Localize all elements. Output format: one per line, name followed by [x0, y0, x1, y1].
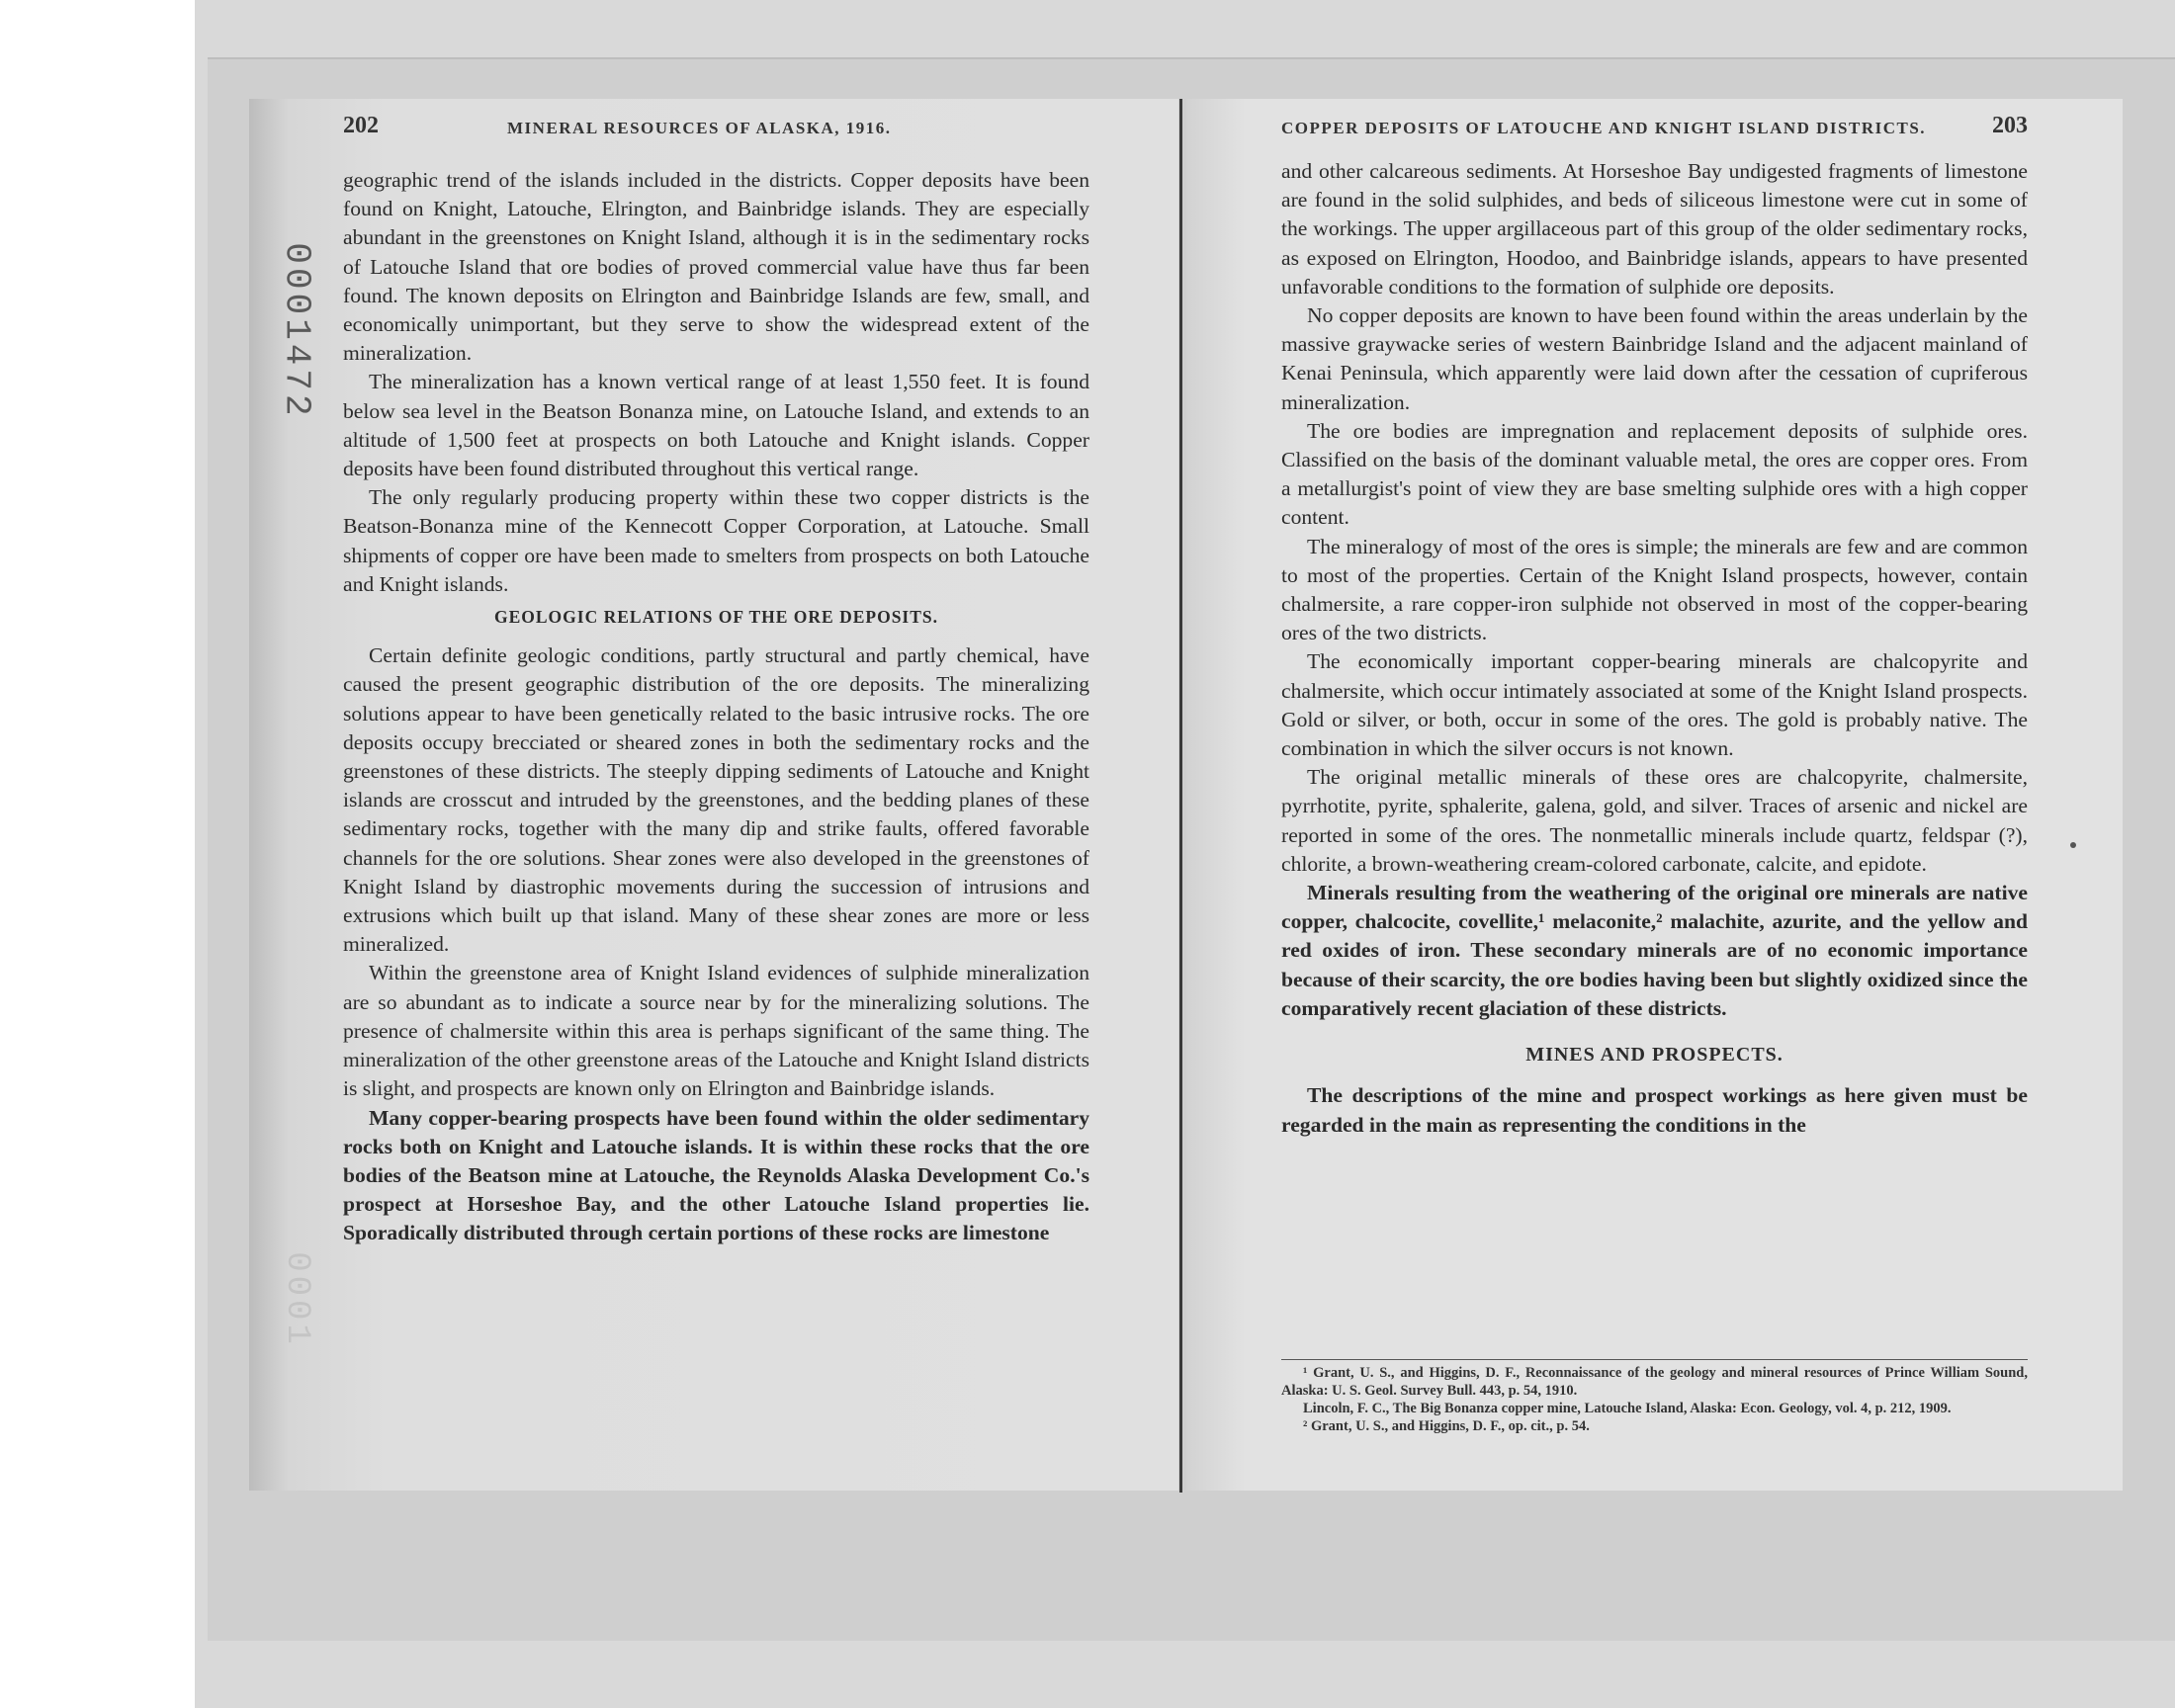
footnote: Lincoln, F. C., The Big Bonanza copper mine, Latouche Island, Alaska: Econ. Geology, vol. 4, p. 212, 1909.	[1303, 1401, 1952, 1416]
paragraph: The ore bodies are impregnation and replacement deposits of sulphide ores. Classified on the basis of the dominant valuable metal, the ores are copper ores. From a metallurgist's point of view they are base smelting sulphide ores with a high copper content.	[1281, 418, 2028, 530]
left-running-head	[343, 113, 1124, 148]
paragraph: The economically important copper-bearing minerals are chalcopyrite and chalmersite, which occur intimately associated at some of the Knight Island prospects. Gold or silver, or both, occur in some of the ores. The gold is probably native. The combination in which the silver occurs is not known.	[1281, 649, 2028, 761]
left-text-column	[343, 166, 1089, 1248]
page-gutter	[1179, 99, 1182, 1493]
left-running-title: MINERAL RESOURCES OF ALASKA, 1916.	[507, 119, 892, 137]
margin-stamp-number	[267, 232, 326, 430]
paragraph: The only regularly producing property within these two copper districts is the Beatson-Bonanza mine of the Kennecott Copper Corporation, at Latouche. Small shipments of copper ore have been made to smelters from prospects on both Latouche and Knight islands.	[343, 485, 1089, 596]
footnote: ² Grant, U. S., and Higgins, D. F., op. cit., p. 54.	[1303, 1418, 1590, 1434]
paragraph: The descriptions of the mine and prospect workings as here given must be regarded in the main as representing the conditions in the	[1281, 1083, 2028, 1137]
paragraph: No copper deposits are known to have been found within the areas underlain by the massive graywacke series of western Bainbridge Island and the adjacent mainland of Kenai Peninsula, which apparently were laid down after the cessation of cupriferous mineralization.	[1281, 303, 2028, 414]
paragraph: The mineralization has a known vertical range of at least 1,550 feet. It is found below sea level in the Beatson Bonanza mine, on Latouche Island, and extends to an altitude of 1,500 feet at prospects on both Latouche and Knight islands. Copper deposits have been found distributed throughout this vertical range.	[343, 370, 1089, 481]
scan-speck	[2070, 842, 2076, 848]
paragraph: and other calcareous sediments. At Horseshoe Bay undigested fragments of limestone are found in the solid sulphides, and beds of siliceous limestone were cut in some of the workings. The upper argillaceous part of this group of the older sedimentary rocks, as exposed on Elrington, Hoodoo, and Bainbridge islands, appears to have presented unfavorable conditions to the formation of sulphide ore deposits.	[1281, 159, 2028, 299]
section-heading: GEOLOGIC RELATIONS OF THE ORE DEPOSITS.	[493, 607, 939, 628]
paragraph: geographic trend of the islands included in the districts. Copper deposits have been found on Knight, Latouche, Elrington, and Bainbridge islands. They are especially abundant in the greenstones on Knight Island, although it is in the sedimentary rocks of Latouche Island that ore bodies of proved commercial value have thus far been found. The known deposits on Elrington and Bainbridge Islands are few, small, and economically unimportant, but they serve to show the widespread extent of the mineralization.	[343, 168, 1089, 366]
right-page-number: 203	[1992, 113, 2028, 138]
margin-stamp-text: 0001472	[276, 242, 317, 420]
paragraph: Within the greenstone area of Knight Island evidences of sulphide mineralization are so abundant as to indicate a source near by for the mineralizing solutions. The presence of chalmersite within this area is perhaps significant of the same thing. The mineralization of the other greenstone areas of the Latouche and Knight Island districts is slight, and prospects are known only on Elrington and Bainbridge islands.	[343, 961, 1089, 1101]
paragraph: The original metallic minerals of these ores are chalcopyrite, chalmersite, pyrrhotite, pyrite, sphalerite, galena, gold, and silver. Traces of arsenic and nickel are reported in some of the ores. The nonmetallic minerals include quartz, feldspar (?), chlorite, a brown-weathering cream-colored carbonate, calcite, and epidote.	[1281, 765, 2028, 876]
right-text-column	[1281, 157, 2028, 1140]
faint-margin-stamp	[269, 1216, 324, 1384]
right-running-head	[1281, 113, 2028, 148]
paragraph: Minerals resulting from the weathering of the original ore minerals are native copper, chalcocite, covellite,¹ melaconite,² malachite, azurite, and the yellow and red oxides of iron. These secondary minerals are of no economic importance because of their scarcity, the ore bodies having been but slightly oxidized since the comparatively recent glaciation of these districts.	[1281, 881, 2028, 1020]
paragraph: Many copper-bearing prospects have been found within the older sedimentary rocks both on Knight and Latouche islands. It is within these rocks that the ore bodies of the Beatson mine at Latouche, the Reynolds Alaska Development Co.'s prospect at Horseshoe Bay, and the other Latouche Island properties lie. Sporadically distributed through certain portions of these rocks are limestone	[343, 1105, 1089, 1245]
footnotes	[1281, 1359, 2028, 1435]
right-running-title: COPPER DEPOSITS OF LATOUCHE AND KNIGHT ISLAND DISTRICTS.	[1281, 119, 1927, 137]
scan-margin	[0, 0, 195, 1708]
faint-stamp-text: 0001	[278, 1251, 315, 1348]
left-page-number: 202	[343, 113, 379, 138]
footnote: ¹ Grant, U. S., and Higgins, D. F., Reconnaissance of the geology and mineral resources of Prince William Sound, Alaska: U. S. Geol. Survey Bull. 443, p. 54, 1910.	[1281, 1365, 2028, 1399]
paragraph: The mineralogy of most of the ores is simple; the minerals are few and are common to most of the properties. Certain of the Knight Island prospects, however, contain chalmersite, a rare copper-iron sulphide not observed in most of the copper-bearing ores of the two districts.	[1281, 534, 2028, 645]
paragraph: Certain definite geologic conditions, partly structural and partly chemical, have caused the present geographic distribution of the ore deposits. The mineralizing solutions appear to have been genetically related to the basic intrusive rocks. The ore deposits occupy brecciated or sheared zones in both the sedimentary rocks and the greenstones of these districts. The steeply dipping sediments of Latouche and Knight islands are crosscut and intruded by the greenstones, and the bedding planes of these sedimentary rocks, together with the many dip and strike faults, offered favorable channels for the ore solutions. Shear zones were also developed in the greenstones of Knight Island by diastrophic movements during the succession of intrusions and extrusions which built up that island. Many of these shear zones are more or less mineralized.	[343, 643, 1089, 957]
section-heading: MINES AND PROSPECTS.	[1525, 1044, 1784, 1067]
